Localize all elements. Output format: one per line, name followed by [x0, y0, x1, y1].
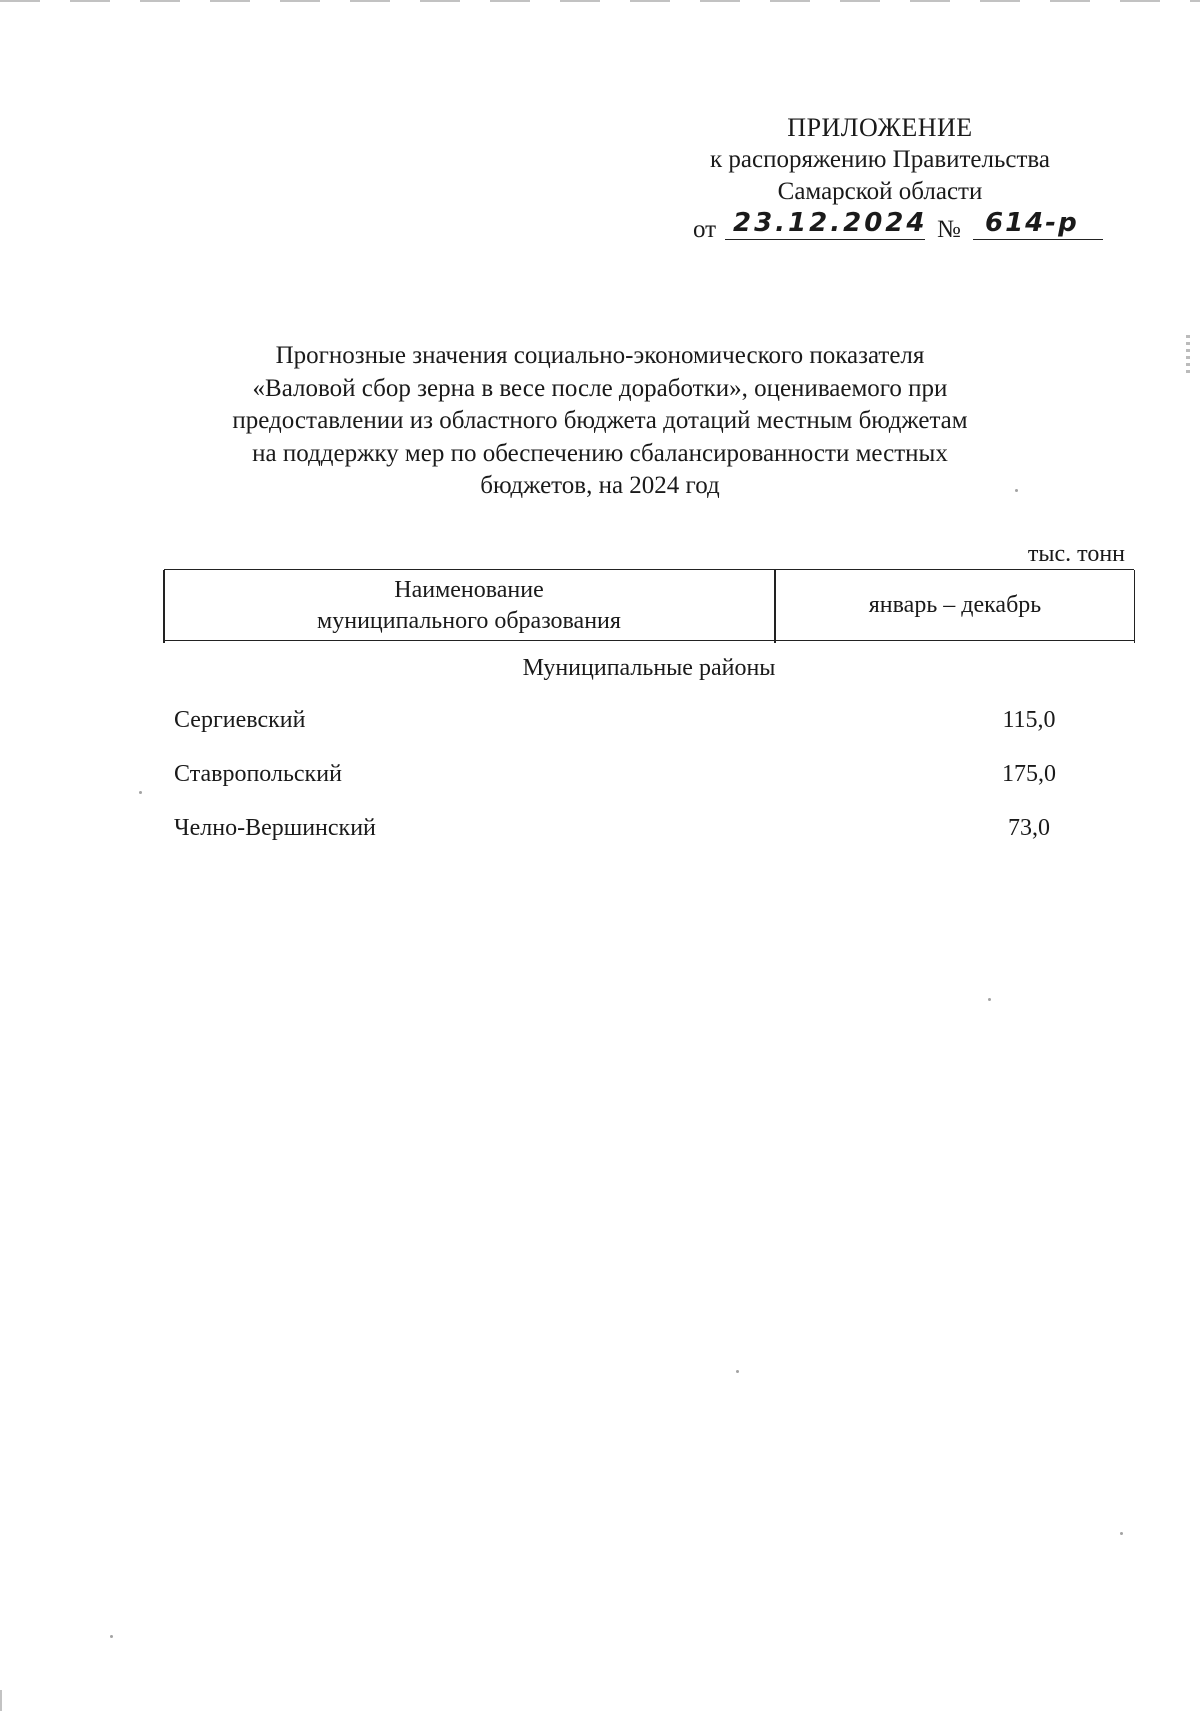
row-value: 175,0: [1002, 761, 1056, 787]
table-header: [164, 569, 1134, 641]
annex-title: ПРИЛОЖЕНИЕ: [787, 113, 973, 142]
annex-date-row: [693, 208, 1113, 248]
title-line-1: Прогнозные значения социально-экономического показателя: [275, 342, 925, 369]
annex-header: [650, 112, 1110, 208]
header-name-line-1: Наименование: [394, 577, 544, 603]
annex-line-1: к распоряжению Правительства: [709, 146, 1050, 173]
row-value: 73,0: [1008, 815, 1050, 841]
scan-side-marks: [1186, 335, 1190, 377]
scan-speck: [139, 791, 142, 794]
row-name: Ставропольский: [174, 761, 342, 787]
number-prefix: №: [937, 216, 961, 243]
scan-speck: [1015, 489, 1018, 492]
title-line-4: на поддержку мер по обеспечению сбалансированности местных: [252, 439, 948, 467]
table-border-right: [1134, 570, 1136, 643]
header-name-line-2: муниципального образования: [317, 608, 621, 634]
title-line-2: «Валовой сбор зерна в весе после доработки», оцениваемого при: [252, 374, 948, 402]
number-handwritten: 614-р: [973, 208, 1103, 240]
scan-speck: [988, 998, 991, 1001]
header-name-column: [164, 570, 774, 640]
annex-line-2: Самарской области: [777, 178, 983, 205]
scan-speck: [110, 1635, 113, 1638]
scan-top-edge: [0, 0, 1200, 2]
table-body: [174, 707, 1134, 869]
table-row: [174, 815, 1134, 869]
table-row: [174, 761, 1134, 815]
title-line-3: предоставлении из областного бюджета дотаций местным бюджетам: [232, 407, 968, 434]
row-name: Сергиевский: [174, 707, 306, 733]
title-line-5: бюджетов, на 2024 год: [480, 472, 720, 499]
document-title: [200, 340, 1000, 503]
row-value: 115,0: [1002, 707, 1056, 733]
scan-speck: [1120, 1532, 1123, 1535]
row-name: Челно-Вершинский: [174, 815, 376, 841]
units-label: тыс. тонн: [1027, 541, 1125, 567]
table-row: [174, 707, 1134, 761]
date-prefix: от: [693, 216, 717, 243]
scan-left-edge: [0, 1690, 2, 1711]
date-handwritten: 23.12.2024: [725, 208, 925, 240]
header-value-column: январь – декабрь: [868, 592, 1042, 618]
scan-speck: [736, 1370, 739, 1373]
section-title: Муниципальные районы: [522, 655, 776, 681]
